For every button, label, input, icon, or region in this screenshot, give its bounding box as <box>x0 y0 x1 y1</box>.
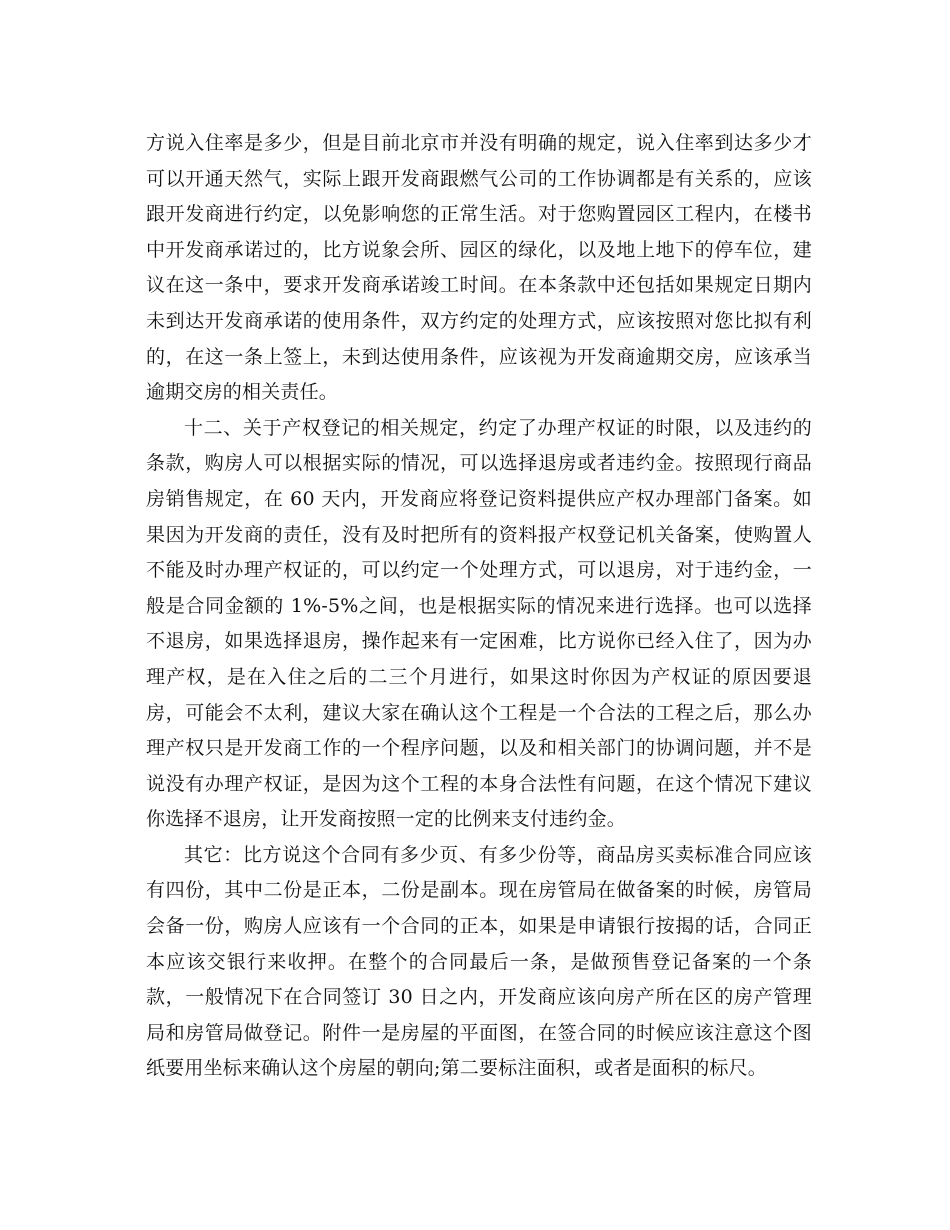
paragraph-2: 十二、关于产权登记的相关规定，约定了办理产权证的时限，以及违约的条款，购房人可以根据实际的情况，可以选择退房或者违约金。按照现行商品房销售规定，在 60 天内，开发商应将登记资料提供应产权办理部门备案。如果因为开发商的责任，没有及时把所有的资料报产权登记机关备案，使购置人不能及时办理产权证的，可以约定一个处理方式，可以退房，对于违约金，一般是合同金额的 1%-5%之间，也是根据实际的情况来进行选择。也可以选择不退房，如果选择退房，操作起来有一定困难，比方说你已经入住了，因为办理产权，是在入住之后的二三个月进行，如果这时你因为产权证的原因要退房，可能会不太利，建议大家在确认这个工程是一个合法的工程之后，那么办理产权只是开发商工作的一个程序问题，以及和相关部门的协调问题，并不是说没有办理产权证，是因为这个工程的本身合法性有问题，在这个情况下建议你选择不退房，让开发商按照一定的比例来支付违约金。 <box>146 416 812 831</box>
document-body <box>146 126 812 1087</box>
paragraph-1: 方说入住率是多少，但是目前北京市并没有明确的规定，说入住率到达多少才可以开通天然气，实际上跟开发商跟燃气公司的工作协调都是有关系的，应该跟开发商进行约定，以免影响您的正常生活。对于您购置园区工程内，在楼书中开发商承诺过的，比方说象会所、园区的绿化，以及地上地下的停车位，建议在这一条中，要求开发商承诺竣工时间。在本条款中还包括如果规定日期内未到达开发商承诺的使用条件，双方约定的处理方式，应该按照对您比拟有利的，在这一条上签上，未到达使用条件，应该视为开发商逾期交房，应该承当逾期交房的相关责任。 <box>146 132 812 404</box>
paragraph-3: 其它：比方说这个合同有多少页、有多少份等，商品房买卖标准合同应该有四份，其中二份是正本，二份是副本。现在房管局在做备案的时候，房管局会备一份，购房人应该有一个合同的正本，如果是申请银行按揭的话，合同正本应该交银行来收押。在整个的合同最后一条，是做预售登记备案的一个条款，一般情况下在合同签订 30 日之内，开发商应该向房产所在区的房产管理局和房管局做登记。附件一是房屋的平面图，在签合同的时候应该注意这个图纸要用坐标来确认这个房屋的朝向;第二要标注面积，或者是面积的标尺。 <box>146 843 812 1080</box>
